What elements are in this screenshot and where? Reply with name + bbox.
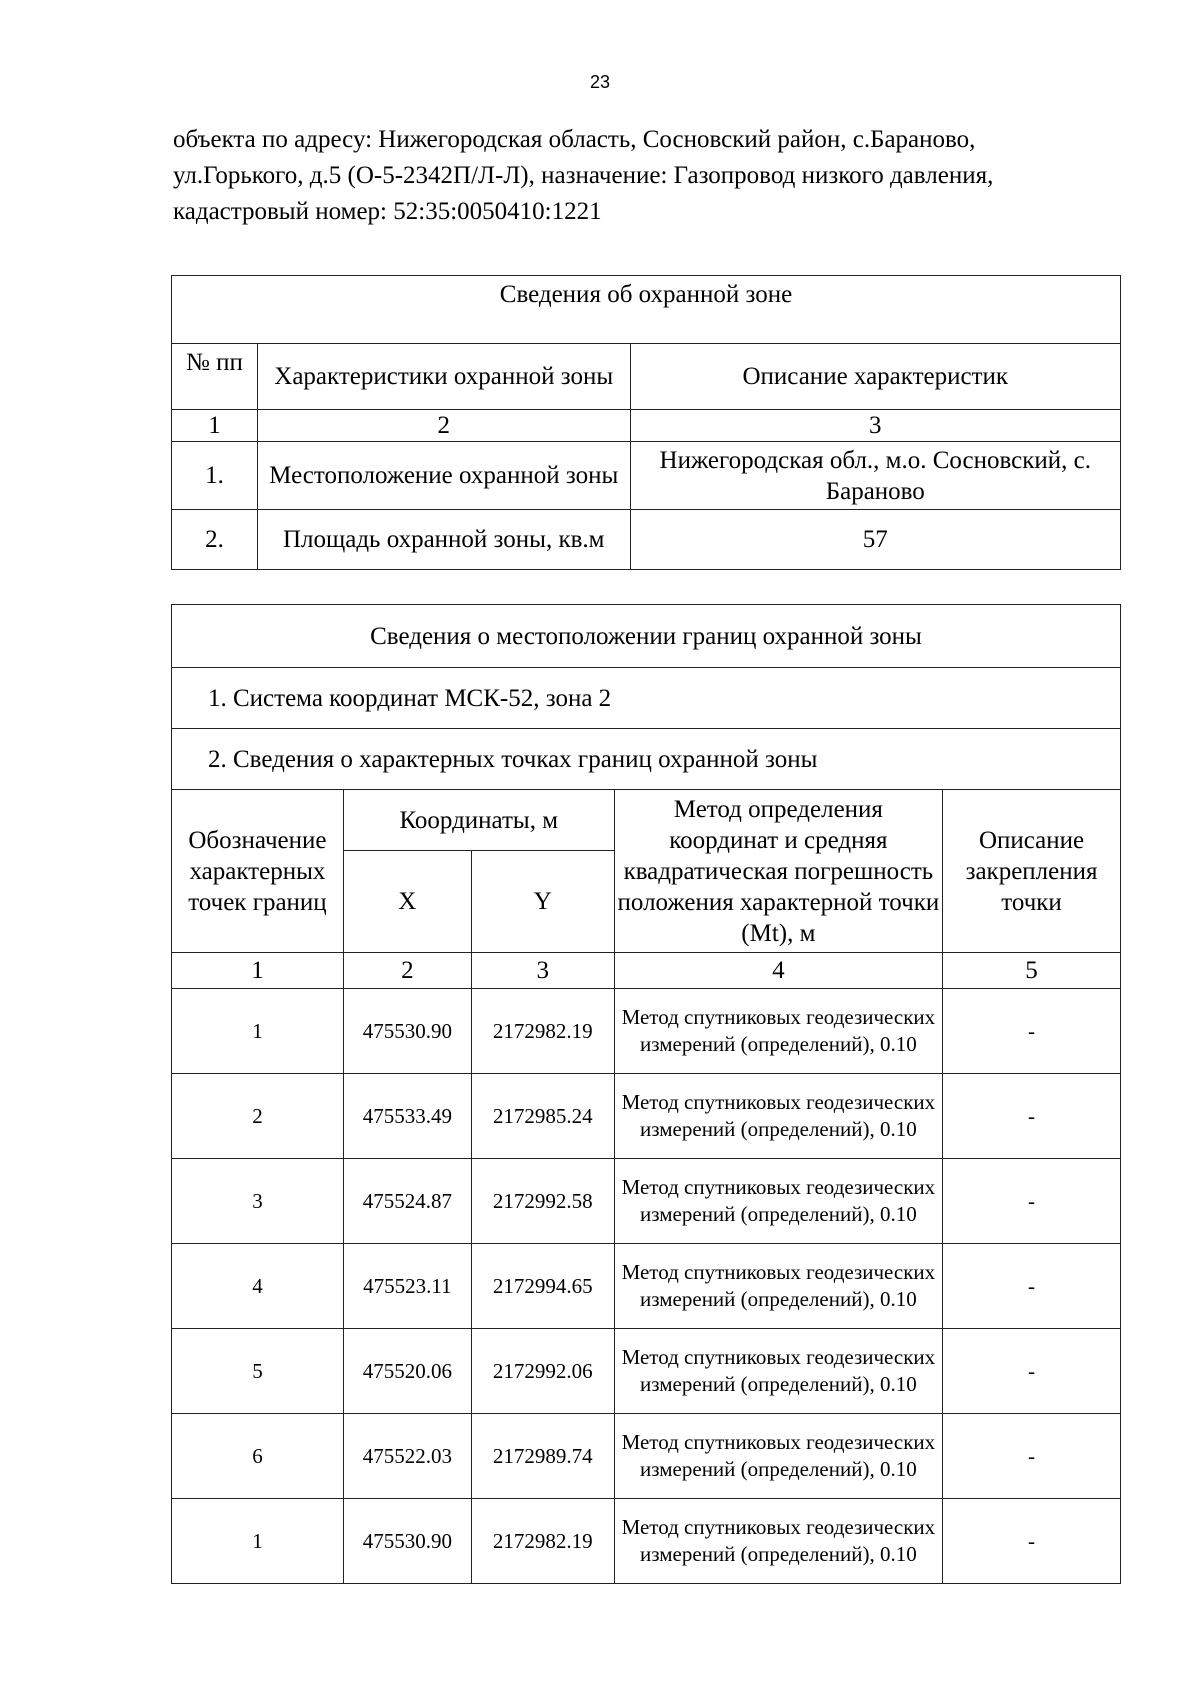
table-row [172, 442, 1121, 510]
point-method: Метод спутниковых геодезических измерений (определений), 0.10 [614, 1499, 942, 1584]
point-method: Метод спутниковых геодезических измерений (определений), 0.10 [614, 989, 942, 1074]
point-fixing: - [943, 1329, 1121, 1414]
point-fixing: - [943, 989, 1121, 1074]
point-x: 475533.49 [343, 1074, 471, 1159]
header-fixing: Описание закрепления точки [943, 790, 1121, 953]
page-number: 23 [589, 72, 611, 92]
table-row [172, 1159, 1121, 1244]
point-method: Метод спутниковых геодезических измерений (определений), 0.10 [614, 1414, 942, 1499]
point-y: 2172992.06 [471, 1329, 614, 1414]
point-x: 475530.90 [343, 989, 471, 1074]
table-row [172, 989, 1121, 1074]
point-x: 475522.03 [343, 1414, 471, 1499]
point-id: 2 [172, 1074, 344, 1159]
row-description: Нижегородская обл., м.о. Сосновский, с. Бараново [630, 442, 1120, 510]
column-number: 2 [343, 953, 471, 989]
boundary-title: Сведения о местоположении границ охранной зоны [172, 605, 1121, 668]
point-y: 2172985.24 [471, 1074, 614, 1159]
column-number: 1 [172, 410, 258, 442]
intro-paragraph [173, 122, 1120, 230]
column-number: 2 [257, 410, 630, 442]
header-num: № пп [172, 344, 258, 410]
table-row [172, 1499, 1121, 1584]
column-number: 4 [614, 953, 942, 989]
intro-line: кадастровый номер: 52:35:0050410:1221 [173, 198, 602, 225]
point-method: Метод спутниковых геодезических измерений (определений), 0.10 [614, 1074, 942, 1159]
point-id: 5 [172, 1329, 344, 1414]
row-number: 2. [172, 510, 258, 570]
header-method: Метод определения координат и средняя квадратическая погрешность положения характерной точки (Mt), м [614, 790, 942, 953]
point-id: 3 [172, 1159, 344, 1244]
table-row [172, 1074, 1121, 1159]
row-characteristic: Площадь охранной зоны, кв.м [257, 510, 630, 570]
point-id: 4 [172, 1244, 344, 1329]
header-y: Y [471, 851, 614, 953]
point-method: Метод спутниковых геодезических измерений (определений), 0.10 [614, 1244, 942, 1329]
point-y: 2172989.74 [471, 1414, 614, 1499]
point-fixing: - [943, 1244, 1121, 1329]
point-x: 475523.11 [343, 1244, 471, 1329]
point-y: 2172992.58 [471, 1159, 614, 1244]
point-x: 475524.87 [343, 1159, 471, 1244]
header-description: Описание характеристик [630, 344, 1120, 410]
points-heading: 2. Сведения о характерных точках границ охранной зоны [172, 729, 1121, 790]
point-method: Метод спутниковых геодезических измерений (определений), 0.10 [614, 1159, 942, 1244]
point-x: 475530.90 [343, 1499, 471, 1584]
boundary-table [171, 604, 1121, 1584]
table-row [172, 1244, 1121, 1329]
point-y: 2172994.65 [471, 1244, 614, 1329]
point-fixing: - [943, 1074, 1121, 1159]
column-number: 3 [630, 410, 1120, 442]
table-row [172, 1329, 1121, 1414]
table-row [172, 1414, 1121, 1499]
header-designation: Обозначение характерных точек границ [172, 790, 344, 953]
point-x: 475520.06 [343, 1329, 471, 1414]
point-id: 6 [172, 1414, 344, 1499]
zone-info-table [171, 275, 1121, 570]
header-coordinates: Координаты, м [343, 790, 614, 851]
point-fixing: - [943, 1159, 1121, 1244]
point-id: 1 [172, 989, 344, 1074]
point-fixing: - [943, 1414, 1121, 1499]
intro-line: объекта по адресу: Нижегородская область, Сосновский район, с.Бараново, [173, 126, 976, 153]
row-characteristic: Местоположение охранной зоны [257, 442, 630, 510]
header-x: X [343, 851, 471, 953]
row-number: 1. [172, 442, 258, 510]
point-y: 2172982.19 [471, 989, 614, 1074]
point-method: Метод спутниковых геодезических измерений (определений), 0.10 [614, 1329, 942, 1414]
coordinate-system: 1. Система координат МСК-52, зона 2 [172, 668, 1121, 729]
table-row [172, 510, 1121, 570]
zone-info-title: Сведения об охранной зоне [172, 276, 1121, 344]
point-id: 1 [172, 1499, 344, 1584]
column-number: 1 [172, 953, 344, 989]
header-characteristic: Характеристики охранной зоны [257, 344, 630, 410]
column-number: 5 [943, 953, 1121, 989]
row-description: 57 [630, 510, 1120, 570]
point-fixing: - [943, 1499, 1121, 1584]
point-y: 2172982.19 [471, 1499, 614, 1584]
intro-line: ул.Горького, д.5 (О-5-2342П/Л-Л), назначение: Газопровод низкого давления, [173, 162, 994, 189]
column-number: 3 [471, 953, 614, 989]
